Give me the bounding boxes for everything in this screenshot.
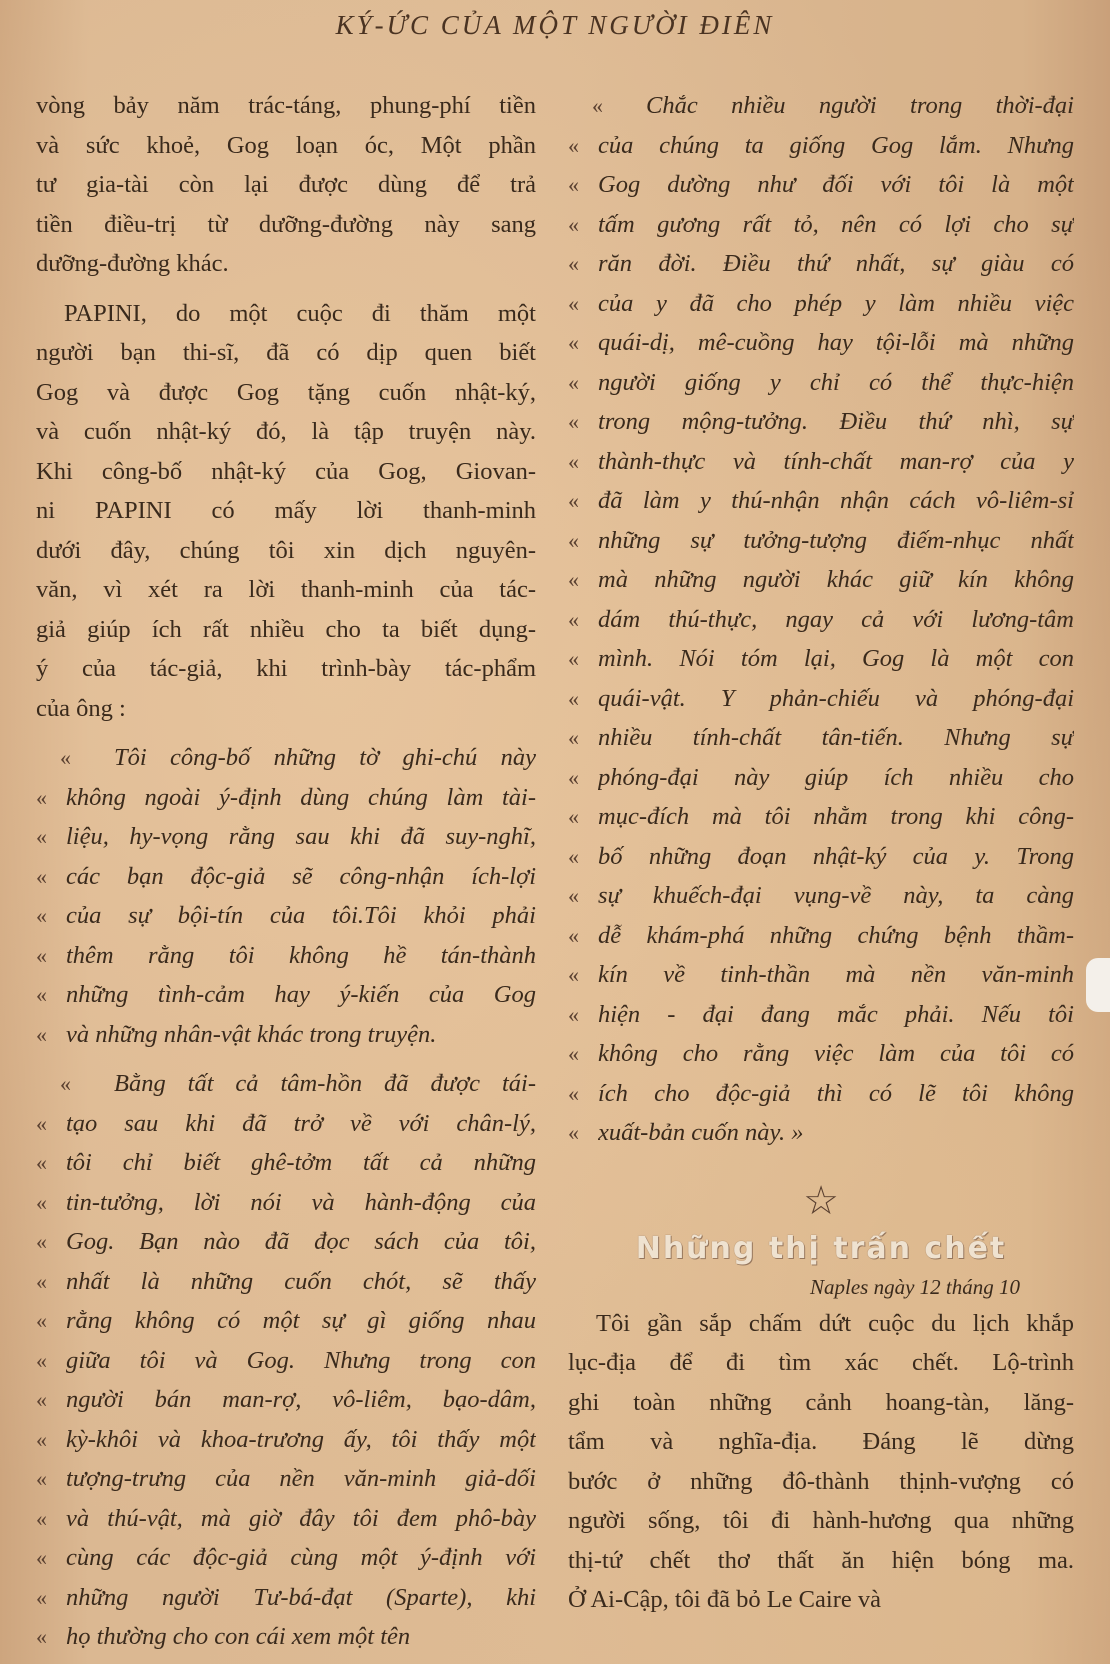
line-text: lục-địa để đi tìm xác chết. Lộ-trình bbox=[568, 1349, 1074, 1376]
quote-mark: « bbox=[36, 1189, 47, 1215]
quote-line bbox=[36, 975, 536, 1015]
page-edge-notch bbox=[1086, 958, 1110, 1012]
star-icon: ☆ bbox=[803, 1177, 839, 1224]
quote-mark: « bbox=[568, 488, 579, 513]
quote-text: của sự bội-tín của tôi.Tôi khỏi phải bbox=[66, 902, 536, 929]
quote-mark: « bbox=[568, 330, 579, 355]
quote-line bbox=[36, 817, 536, 857]
quote-line bbox=[36, 1380, 536, 1420]
quote-line bbox=[36, 896, 536, 936]
line-text: bước ở những đô-thành thịnh-vượng có bbox=[568, 1467, 1074, 1495]
quote-mark: « bbox=[568, 1120, 579, 1145]
text-line bbox=[36, 491, 536, 531]
quote-mark: « bbox=[60, 745, 71, 770]
section-title: Những thị trấn chết bbox=[635, 1230, 1007, 1266]
quote-line bbox=[568, 876, 1074, 916]
quote-line bbox=[568, 323, 1074, 363]
quote-line bbox=[36, 936, 536, 976]
text-line bbox=[36, 570, 536, 610]
line-text: tẩm và nghĩa-địa. Đáng lẽ dừng bbox=[568, 1428, 1074, 1455]
quote-line bbox=[36, 1104, 536, 1144]
quote-text: rằng không có một sự gì giống nhau bbox=[66, 1307, 536, 1334]
quote-text: nhiều tính-chất tân-tiến. Nhưng sự bbox=[598, 724, 1074, 751]
body-paragraph bbox=[568, 1304, 1074, 1620]
quote-text: không cho rằng việc làm của tôi có bbox=[598, 1040, 1074, 1067]
quote-mark: « bbox=[36, 1466, 47, 1491]
quote-line bbox=[568, 797, 1074, 837]
quote-line bbox=[568, 442, 1074, 482]
text-line bbox=[36, 126, 536, 166]
quote-line bbox=[568, 995, 1074, 1035]
quote-text: đã làm y thú-nhận nhận cách vô-liêm-sỉ bbox=[598, 487, 1074, 514]
quote-mark: « bbox=[568, 843, 579, 869]
quote-mark: « bbox=[568, 646, 579, 671]
quote-mark: « bbox=[36, 1308, 47, 1333]
text-line bbox=[36, 244, 536, 284]
text-line bbox=[36, 333, 536, 373]
quote-line bbox=[36, 1538, 536, 1578]
quote-block-1 bbox=[36, 738, 536, 1054]
quote-text: hiện - đại đang mắc phải. Nếu tôi bbox=[598, 1000, 1074, 1028]
running-header: KÝ-ỨC CỦA MỘT NGƯỜI ĐIÊN bbox=[335, 10, 775, 40]
line-text: tiền điều-trị từ dưỡng-đường này sang bbox=[36, 210, 536, 238]
quote-text: thêm rằng tôi không hề tán-thành bbox=[66, 941, 536, 969]
quote-line bbox=[36, 1301, 536, 1341]
quote-text: của chúng ta giống Gog lắm. Nhưng bbox=[598, 131, 1074, 159]
quote-text: quái-vật. Y phản-chiếu và phóng-đại bbox=[598, 684, 1074, 712]
right-column bbox=[568, 86, 1074, 1620]
quote-mark: « bbox=[568, 369, 579, 395]
quote-line bbox=[568, 244, 1074, 284]
quote-mark: « bbox=[568, 1080, 579, 1106]
quote-mark: « bbox=[568, 804, 579, 829]
line-text: dưới đây, chúng tôi xin dịch nguyên- bbox=[36, 536, 536, 564]
quote-text: mình. Nói tóm lại, Gog là một con bbox=[598, 645, 1074, 672]
line-text: vòng bảy năm trác-táng, phung-phí tiền bbox=[36, 92, 536, 119]
quote-line bbox=[36, 1578, 536, 1618]
quote-line bbox=[36, 1420, 536, 1460]
quote-mark: « bbox=[568, 172, 579, 197]
quote-line bbox=[36, 738, 536, 778]
text-line bbox=[36, 649, 536, 689]
quote-text: những người Tư-bá-đạt (Sparte), khi bbox=[66, 1583, 536, 1611]
quote-mark: « bbox=[36, 1268, 47, 1294]
quote-line bbox=[36, 1499, 536, 1539]
text-line bbox=[36, 294, 536, 334]
quote-text: Tôi công-bố những tờ ghi-chú này bbox=[114, 744, 536, 771]
quote-line bbox=[568, 560, 1074, 600]
text-line bbox=[568, 1501, 1074, 1541]
quote-mark: « bbox=[568, 211, 579, 237]
quote-text: dễ khám-phá những chứng bệnh thầm- bbox=[598, 921, 1074, 949]
quote-text: liệu, hy-vọng rằng sau khi đã suy-nghĩ, bbox=[66, 823, 536, 850]
text-line bbox=[36, 86, 536, 126]
line-text: thị-tứ chết thơ thất ăn hiện bóng ma. bbox=[568, 1546, 1074, 1574]
quote-mark: « bbox=[36, 1505, 47, 1531]
quote-line bbox=[568, 1113, 1074, 1153]
quote-line bbox=[568, 1074, 1074, 1114]
text-line bbox=[36, 610, 536, 650]
quote-mark: « bbox=[568, 132, 579, 158]
text-line bbox=[568, 1343, 1074, 1383]
line-text: Gog và được Gog tặng cuốn nhật-ký, bbox=[36, 378, 536, 406]
text-line bbox=[568, 1422, 1074, 1462]
quote-text: Gog. Bạn nào đã đọc sách của tôi, bbox=[66, 1228, 536, 1255]
line-text: ni PAPINI có mấy lời thanh-minh bbox=[36, 497, 536, 524]
quote-line bbox=[568, 955, 1074, 995]
quote-mark: « bbox=[36, 1347, 47, 1373]
text-line bbox=[568, 1462, 1074, 1502]
quote-mark: « bbox=[568, 606, 579, 632]
text-line bbox=[568, 1541, 1074, 1581]
quote-text: xuất-bản cuốn này. » bbox=[598, 1119, 804, 1146]
quote-line bbox=[568, 679, 1074, 719]
quote-mark: « bbox=[36, 1624, 47, 1649]
quote-text: tôi chỉ biết ghê-tởm tất cả những bbox=[66, 1149, 536, 1176]
line-text: và cuốn nhật-ký đó, là tập truyện này. bbox=[36, 418, 536, 445]
quote-mark: « bbox=[36, 1584, 47, 1610]
quote-mark: « bbox=[36, 863, 47, 889]
quote-text: bố những đoạn nhật-ký của y. Trong bbox=[598, 842, 1074, 870]
quote-text: Gog dường như đối với tôi là một bbox=[598, 171, 1074, 198]
quote-text: Bằng tất cả tâm-hồn đã được tái- bbox=[114, 1070, 536, 1097]
line-text: giả giúp ích rất nhiều cho ta biết dụng- bbox=[36, 615, 536, 643]
quote-mark: « bbox=[36, 824, 47, 849]
quote-line bbox=[568, 718, 1074, 758]
quote-text: người bán man-rợ, vô-liêm, bạo-dâm, bbox=[66, 1386, 536, 1413]
quote-mark: « bbox=[36, 1150, 47, 1175]
quote-line bbox=[568, 363, 1074, 403]
line-text: Tôi gần sắp chấm dứt cuộc du lịch khắp bbox=[596, 1309, 1074, 1337]
quote-line bbox=[36, 1015, 536, 1055]
line-text: văn, vì xét ra lời thanh-minh của tác- bbox=[36, 576, 536, 603]
quote-text: tạo sau khi đã trở về với chân-lý, bbox=[66, 1109, 536, 1137]
quote-block-3 bbox=[568, 86, 1074, 1153]
quote-line bbox=[36, 1222, 536, 1262]
quote-text: quái-dị, mê-cuồng hay tội-lỗi mà những bbox=[598, 329, 1074, 356]
quote-line bbox=[568, 521, 1074, 561]
line-text: dưỡng-đường khác. bbox=[36, 250, 229, 277]
quote-line bbox=[36, 1143, 536, 1183]
line-text: ý của tác-giả, khi trình-bày tác-phẩm bbox=[36, 655, 536, 682]
quote-mark: « bbox=[568, 1001, 579, 1027]
quote-mark: « bbox=[568, 922, 579, 948]
quote-text: cùng các độc-giả cùng một ý-định với bbox=[66, 1544, 536, 1571]
quote-line bbox=[568, 758, 1074, 798]
quote-text: mục-đích mà tôi nhằm trong khi công- bbox=[598, 803, 1074, 830]
quote-line bbox=[568, 481, 1074, 521]
quote-text: tượng-trưng của nền văn-minh giả-dối bbox=[66, 1465, 536, 1492]
text-line bbox=[36, 205, 536, 245]
quote-line bbox=[36, 1262, 536, 1302]
text-line bbox=[568, 1580, 1074, 1620]
text-line bbox=[568, 1304, 1074, 1344]
quote-mark: « bbox=[60, 1071, 71, 1096]
line-text: ghi toàn những cảnh hoang-tàn, lăng- bbox=[568, 1388, 1074, 1416]
quote-line bbox=[36, 1617, 536, 1657]
quote-line bbox=[568, 916, 1074, 956]
text-line bbox=[568, 1383, 1074, 1423]
quote-line bbox=[568, 205, 1074, 245]
text-line bbox=[36, 689, 536, 729]
line-text: người sống, tôi đi hành-hương qua những bbox=[568, 1507, 1074, 1534]
quote-mark: « bbox=[568, 764, 579, 790]
quote-mark: « bbox=[36, 1229, 47, 1254]
quote-text: phóng-đại này giúp ích nhiều cho bbox=[598, 763, 1074, 791]
line-text: Ở Ai-Cập, tôi đã bỏ Le Caire và bbox=[568, 1586, 881, 1613]
quote-mark: « bbox=[568, 251, 579, 276]
quote-text: mà những người khác giữ kín không bbox=[598, 566, 1074, 593]
quote-mark: « bbox=[36, 784, 47, 810]
quote-line bbox=[568, 86, 1074, 126]
quote-line bbox=[568, 837, 1074, 877]
quote-mark: « bbox=[568, 448, 579, 474]
quote-mark: « bbox=[568, 1041, 579, 1066]
quote-text: trong mộng-tưởng. Điều thứ nhì, sự bbox=[598, 408, 1074, 435]
quote-line bbox=[568, 639, 1074, 679]
quote-mark: « bbox=[36, 1387, 47, 1412]
quote-text: tin-tưởng, lời nói và hành-động của bbox=[66, 1188, 536, 1216]
quote-mark: « bbox=[36, 982, 47, 1007]
quote-mark: « bbox=[36, 903, 47, 928]
line-text: tư gia-tài còn lại được dùng để trả bbox=[36, 171, 536, 198]
quote-line bbox=[568, 402, 1074, 442]
quote-text: và thú-vật, mà giờ đây tôi đem phô-bày bbox=[66, 1504, 536, 1532]
quote-block-2 bbox=[36, 1064, 536, 1657]
quote-text: họ thường cho con cái xem một tên bbox=[66, 1623, 411, 1650]
quote-line bbox=[568, 126, 1074, 166]
quote-mark: « bbox=[568, 527, 579, 553]
quote-text: kỳ-khôi và khoa-trương ấy, tôi thấy một bbox=[66, 1425, 536, 1453]
quote-text: thành-thực và tính-chất man-rợ của y bbox=[598, 447, 1074, 475]
quote-mark: « bbox=[568, 725, 579, 750]
quote-text: các bạn độc-giả sẽ công-nhận ích-lợi bbox=[66, 862, 536, 890]
quote-line bbox=[36, 1064, 536, 1104]
quote-text: răn đời. Điều thứ nhất, sự giàu có bbox=[598, 250, 1074, 277]
quote-text: giữa tôi và Gog. Nhưng trong con bbox=[66, 1346, 536, 1374]
line-text: của ông : bbox=[36, 694, 126, 722]
left-column bbox=[36, 86, 536, 1657]
dateline: Naples ngày 12 tháng 10 bbox=[810, 1274, 1020, 1299]
quote-mark: « bbox=[36, 1545, 47, 1570]
quote-mark: « bbox=[592, 93, 603, 118]
quote-text: không ngoài ý-định dùng chúng làm tài- bbox=[66, 783, 536, 811]
text-line bbox=[36, 165, 536, 205]
quote-mark: « bbox=[568, 409, 579, 434]
quote-text: nhất là những cuốn chót, sẽ thấy bbox=[66, 1267, 536, 1295]
quote-text: dám thú-thực, ngay cả với lương-tâm bbox=[598, 605, 1074, 633]
quote-mark: « bbox=[36, 1110, 47, 1136]
quote-text: tấm gương rất tỏ, nên có lợi cho sự bbox=[598, 210, 1074, 238]
quote-mark: « bbox=[568, 962, 579, 987]
text-line bbox=[36, 373, 536, 413]
quote-line bbox=[36, 778, 536, 818]
quote-line bbox=[568, 165, 1074, 205]
papini-paragraph bbox=[36, 294, 536, 729]
quote-line bbox=[568, 1034, 1074, 1074]
quote-text: sự khuếch-đại vụng-về này, ta càng bbox=[598, 882, 1074, 909]
quote-text: người giống y chỉ có thể thực-hiện bbox=[598, 368, 1074, 396]
quote-mark: « bbox=[36, 942, 47, 968]
quote-line bbox=[36, 1459, 536, 1499]
quote-line bbox=[568, 284, 1074, 324]
quote-line bbox=[36, 857, 536, 897]
quote-mark: « bbox=[568, 567, 579, 592]
quote-mark: « bbox=[36, 1021, 47, 1047]
line-text: Khi công-bố nhật-ký của Gog, Giovan- bbox=[36, 457, 536, 485]
quote-text: ích cho độc-giả thì có lẽ tôi không bbox=[598, 1079, 1074, 1107]
quote-line bbox=[36, 1341, 536, 1381]
line-text: người bạn thi-sĩ, đã có dịp quen biết bbox=[36, 339, 536, 366]
quote-mark: « bbox=[568, 290, 579, 316]
quote-text: và những nhân-vật khác trong truyện. bbox=[66, 1020, 437, 1048]
quote-text: kín về tinh-thần mà nền văn-minh bbox=[598, 961, 1074, 988]
quote-text: Chắc nhiều người trong thời-đại bbox=[646, 92, 1074, 119]
quote-mark: « bbox=[568, 883, 579, 908]
quote-line bbox=[568, 600, 1074, 640]
quote-mark: « bbox=[36, 1426, 47, 1452]
quote-text: những tình-cảm hay ý-kiến của Gog bbox=[66, 981, 536, 1008]
quote-line bbox=[36, 1183, 536, 1223]
line-text: PAPINI, do một cuộc đi thăm một bbox=[64, 299, 536, 327]
text-line bbox=[36, 412, 536, 452]
line-text: và sức khoẻ, Gog loạn óc, Một phần bbox=[36, 131, 536, 159]
quote-text: những sự tưởng-tượng điếm-nhục nhất bbox=[598, 526, 1074, 554]
quote-text: của y đã cho phép y làm nhiều việc bbox=[598, 289, 1074, 317]
intro-paragraph bbox=[36, 86, 536, 284]
text-line bbox=[36, 452, 536, 492]
quote-mark: « bbox=[568, 685, 579, 711]
text-line bbox=[36, 531, 536, 571]
